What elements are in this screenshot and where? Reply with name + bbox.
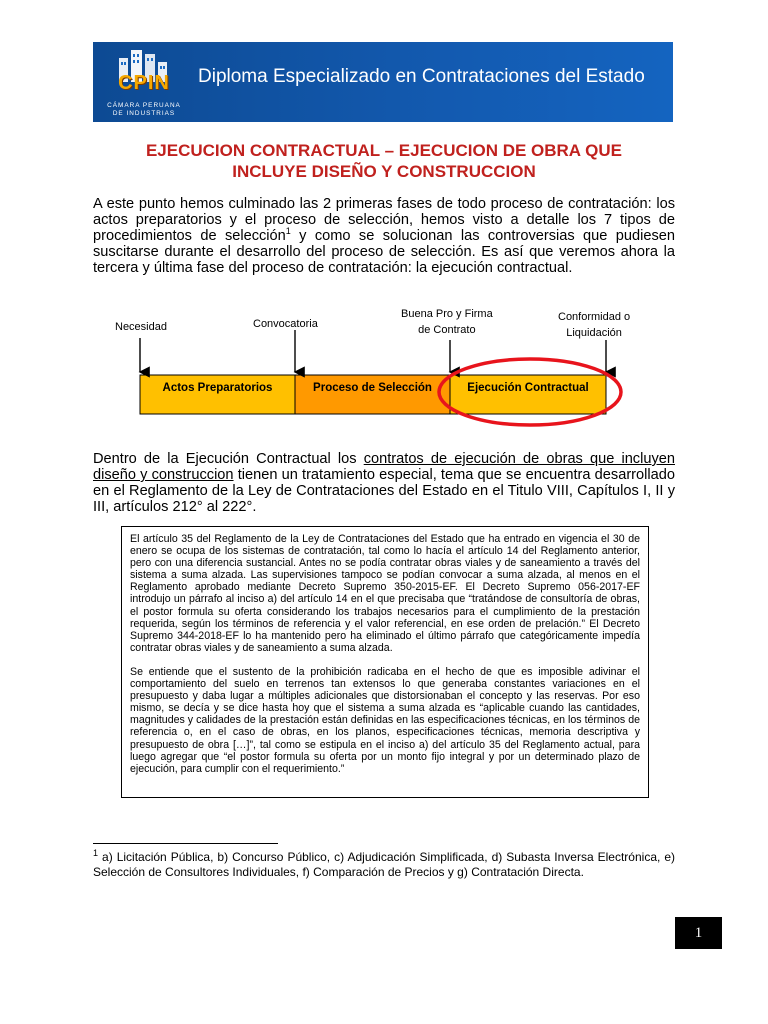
footnote <box>93 850 675 880</box>
article-quote-box <box>121 526 649 798</box>
quote-paragraph-2: Se entiende que el sustento de la prohibición radicaba en el hecho de que es imposible adivinar el comportamiento del suelo en terrenos tan extensos lo que generaba constantes variaciones en el presupuesto y daba lugar a múltiples adicionales que distorsionaban el concepto y las reservas. Por eso mismo, se decía y se dice hasta hoy que el sistema a suma alzada es “aplicable cuando las cantidades, magnitudes y calidades de la prestación están definidas en las especificaciones técnicas, en los términos de referencia o, en el caso de obras, en los planos, especificaciones técnicas, memoria descriptiva y presupuesto de obra […]”, tal como se estipula en el inciso a) del artículo 35 del Reglamento actual, para luego agregar que “el postor formula su oferta por un monto fijo integral y por un determinado plazo de ejecución, para cumplir con el requerimiento.” <box>130 665 640 775</box>
segment-label-proceso: Proceso de Selección <box>313 382 432 394</box>
intro-text-b: y como se solucionan las controversias que pudiesen suscitarse durante el desarrollo del proceso de selección. Es así que veremos ahora la tercera y última fase del proceso de contratación: la ejecución contractual. <box>93 228 675 276</box>
segment-label-actos: Actos Preparatorios <box>162 382 273 394</box>
label-buena-pro-line1: Buena Pro y Firma <box>401 308 493 320</box>
label-conformidad-line2: Liquidación <box>566 327 622 339</box>
intro-paragraph <box>93 196 675 276</box>
label-buena-pro-line2: de Contrato <box>418 324 476 336</box>
label-convocatoria: Convocatoria <box>253 318 318 330</box>
intro-text-a: A este punto hemos culminado las 2 primeras fases de todo proceso de contratación: los actos preparatorios y el proceso de selección, hemos visto a detalle los 7 tipos de procedimientos de selección <box>93 196 675 244</box>
quote-paragraph-1: El artículo 35 del Reglamento de la Ley de Contrataciones del Estado que ha entrado en vigencia el 30 de enero se ocupa de los sistemas de contratación, tal como lo hacía el artículo 14 del Reglamento anterior, pero con una diferencia sustancial. Antes no se podía contratar obras viales y de saneamiento a través del sistema a suma alzada. Las supervisiones tampoco se podían convocar a suma alzada, al menos en el Reglamento aprobado mediante Decreto Supremo 350-2015-EF. El Decreto Supremo 056-2017-EF introdujo un párrafo al inciso a) del artículo 14 en el que precisaba que “tratándose de consultoría de obras, el postor formula su oferta considerando los trabajos necesarios para el cumplimiento de la prestación requerida, según los términos de referencia y el valor referencial, en ese orden de prelación.” El Decreto Supremo 344-2018-EF lo ha mantenido pero ha eliminado el último párrafo que categóricamente impedía contratar obras viales y de saneamiento a suma alzada. <box>130 533 640 654</box>
title-line-2: INCLUYE DISEÑO Y CONSTRUCCION <box>232 162 536 181</box>
logo-subtitle-2: DE INDUSTRIAS <box>112 110 176 117</box>
header-banner <box>93 42 673 122</box>
logo-word: CPIN <box>118 72 170 94</box>
contracts-underlined: contratos de ejecución de obras que incluyen diseño y construccion <box>93 451 675 483</box>
footnote-divider <box>93 843 278 844</box>
page-number: 1 <box>675 917 722 949</box>
label-necesidad: Necesidad <box>115 321 167 333</box>
footnote-text: a) Licitación Pública, b) Concurso Público, c) Adjudicación Simplificada, d) Subasta Inversa Electrónica, e) Selección de Consultores Individuales, f) Comparación de Precios y g) Contratación Directa. <box>93 850 675 879</box>
cpin-logo <box>101 48 187 118</box>
footnote-mark: 1 <box>93 848 99 858</box>
footnote-ref: 1 <box>285 226 291 237</box>
segment-label-ejecucion: Ejecución Contractual <box>467 382 589 394</box>
contracts-paragraph <box>93 451 675 515</box>
contracts-text-a: Dentro de la Ejecución Contractual los <box>93 451 364 467</box>
label-conformidad <box>558 310 630 340</box>
document-title <box>93 140 675 182</box>
banner-title: Diploma Especializado en Contrataciones del Estado <box>198 66 645 87</box>
label-buena-pro <box>401 307 493 337</box>
label-conformidad-line1: Conformidad o <box>558 311 631 323</box>
contracts-text-b: tienen un tratamiento especial, tema que se encuentra desarrollado en el Reglamento de la Ley de Contrataciones del Estado en el Titulo VIII, Capítulos I, II y III, artículos 212° al 222°. <box>93 467 675 515</box>
title-line-1: EJECUCION CONTRACTUAL – EJECUCION DE OBRA QUE <box>145 141 623 160</box>
logo-subtitle-1: CÁMARA PERUANA <box>107 102 181 109</box>
